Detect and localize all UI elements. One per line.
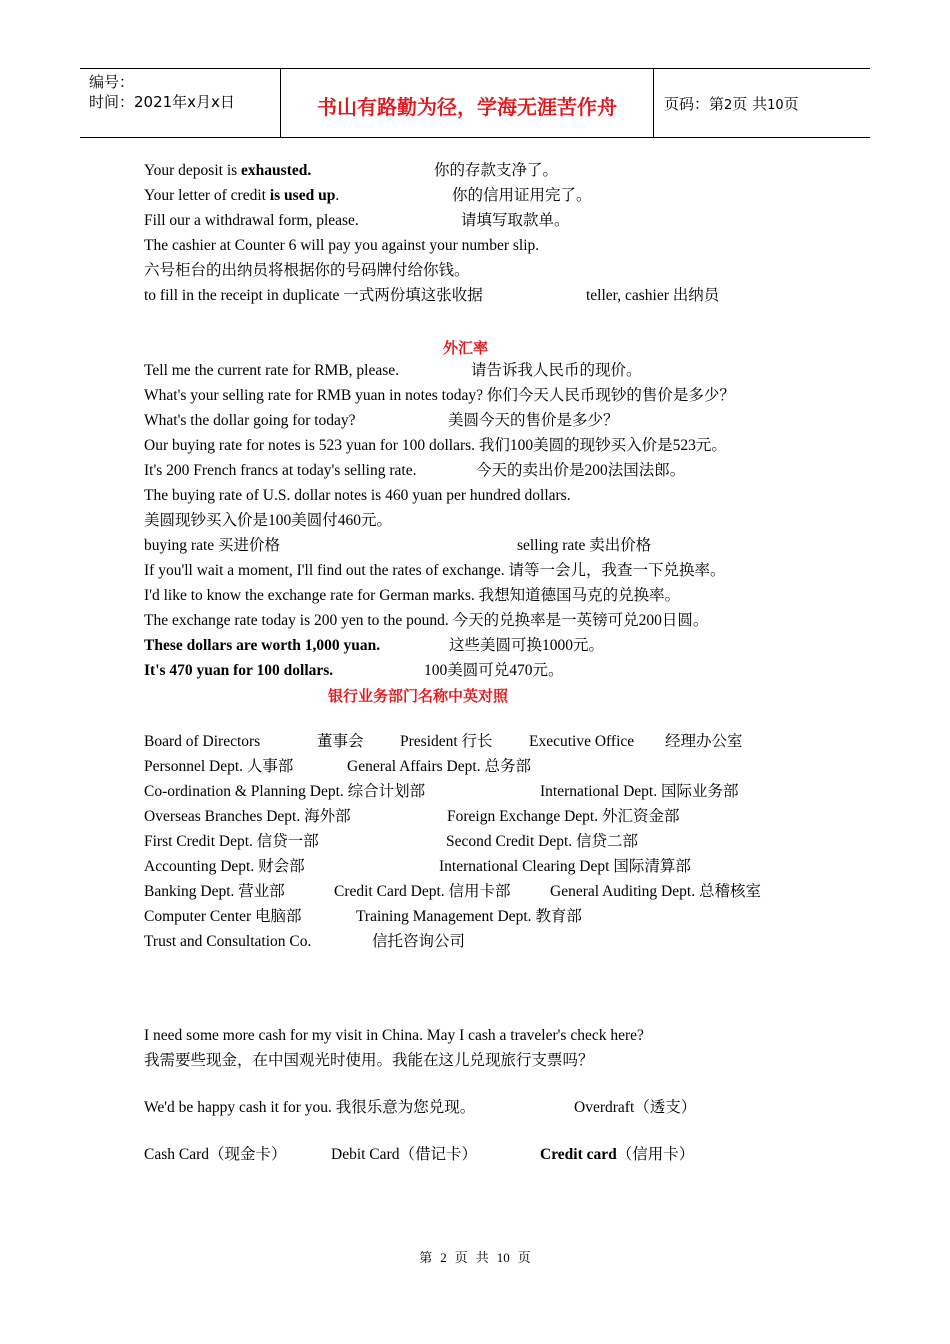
text-line-cn: 这些美圆可换1000元。 <box>449 637 605 654</box>
bold-text: is used up <box>269 187 336 204</box>
text-line: to fill in the receipt in duplicate 一式两份填这张收据 <box>144 287 483 304</box>
dept-item: President 行长 <box>400 733 493 750</box>
text-segment: Your deposit is <box>144 162 242 179</box>
text-line-cn: 你的存款支净了。 <box>434 162 559 179</box>
text-line: Our buying rate for notes is 523 yuan for 100 dollars. 我们100美圆的现钞买入价是523元。 <box>144 437 727 454</box>
dept-item: Board of Directors <box>144 733 261 750</box>
page-label: 页码：第 <box>664 95 725 113</box>
text-line <box>144 186 339 206</box>
footer-text: 第 <box>419 1250 433 1265</box>
text-line: I'd like to know the exchange rate for German marks. 我想知道德国马克的兑换率。 <box>144 587 681 604</box>
dept-item: Executive Office <box>529 733 635 750</box>
text-line-cn: 美圆今天的售价是多少？ <box>448 412 619 429</box>
text-line <box>540 1145 694 1165</box>
bold-text: It's 470 yuan for 100 dollars. <box>144 662 334 679</box>
dept-item: Personnel Dept. 人事部 <box>144 758 294 775</box>
footer-text: 页 <box>517 1250 531 1265</box>
text-line-cn: 请填写取款单。 <box>461 212 570 229</box>
dept-item: Training Management Dept. 教育部 <box>356 908 582 925</box>
text-line: I need some more cash for my visit in China. May I cash a traveler's check here? <box>144 1027 644 1044</box>
text-line: selling rate 卖出价格 <box>517 537 652 554</box>
header-page-cell <box>664 93 799 114</box>
dept-item: Overseas Branches Dept. 海外部 <box>144 808 351 825</box>
section-heading-exchange-rate: 外汇率 <box>443 339 489 357</box>
text-line: Overdraft（透支） <box>574 1099 697 1116</box>
text-segment: Your letter of credit <box>144 187 270 204</box>
text-line: If you'll wait a moment, I'll find out the rates of exchange. 请等一会儿，我查一下兑换率。 <box>144 562 726 579</box>
page-mid-label: 页 共 <box>732 95 768 113</box>
dept-item: Banking Dept. 营业部 <box>144 883 285 900</box>
text-line: The cashier at Counter 6 will pay you against your number slip. <box>144 237 540 254</box>
text-line: Cash Card（现金卡） <box>144 1146 287 1163</box>
text-line-cn: 你的信用证用完了。 <box>452 187 592 204</box>
text-line: It's 200 French francs at today's selling rate. <box>144 462 417 479</box>
page-number: 2 <box>724 98 733 113</box>
text-line: What's your selling rate for RMB yuan in notes today? 你们今天人民币现钞的售价是多少？ <box>144 387 735 404</box>
text-line: What's the dollar going for today? <box>144 412 356 429</box>
page-total: 10 <box>767 98 784 113</box>
bold-text: These dollars are worth 1,000 yuan. <box>144 637 381 654</box>
page-footer <box>0 1247 950 1266</box>
text-line-cn: 请告诉我人民币的现价。 <box>471 362 642 379</box>
dept-item: Trust and Consultation Co. <box>144 933 312 950</box>
text-line <box>144 161 311 181</box>
text-segment: . <box>335 187 340 204</box>
dept-item: General Affairs Dept. 总务部 <box>347 758 531 775</box>
dept-item: 董事会 <box>317 733 364 750</box>
text-line: teller, cashier 出纳员 <box>586 287 720 304</box>
dept-item: International Clearing Dept 国际清算部 <box>439 858 691 875</box>
bold-text: exhausted. <box>241 162 312 179</box>
dept-item: 经理办公室 <box>665 733 743 750</box>
dept-item: Foreign Exchange Dept. 外汇资金部 <box>447 808 680 825</box>
dept-item: 信托咨询公司 <box>372 933 466 950</box>
serial-label: 编号： <box>89 73 135 91</box>
header-meta-cell <box>80 69 281 137</box>
text-line-cn: 美圆现钞买入价是100美圆付460元。 <box>144 512 393 529</box>
dept-item: Credit Card Dept. 信用卡部 <box>334 883 511 900</box>
dept-item: Accounting Dept. 财会部 <box>144 858 305 875</box>
footer-page-total: 10 <box>496 1250 510 1265</box>
dept-item: Computer Center 电脑部 <box>144 908 302 925</box>
footer-text: 共 <box>475 1250 489 1265</box>
header-motto: 书山有路勤为径，学海无涯苦作舟 <box>317 95 617 119</box>
text-line: buying rate 买进价格 <box>144 537 281 554</box>
text-segment: （信用卡） <box>616 1146 695 1163</box>
page-header <box>80 68 870 138</box>
text-line-cn: 我需要些现金，在中国观光时使用。我能在这儿兑现旅行支票吗？ <box>144 1052 594 1069</box>
text-line <box>144 661 333 681</box>
text-line: Debit Card（借记卡） <box>331 1146 477 1163</box>
dept-item: General Auditing Dept. 总稽核室 <box>550 883 761 900</box>
text-line-cn: 六号柜台的出纳员将根据你的号码牌付给你钱。 <box>144 262 470 279</box>
text-line: The exchange rate today is 200 yen to the pound. 今天的兑换率是一英镑可兑200日圆。 <box>144 612 709 629</box>
date-label: 时间：2021年x月x日 <box>89 93 235 111</box>
text-line: Tell me the current rate for RMB, please. <box>144 362 400 379</box>
dept-item: Co-ordination & Planning Dept. 综合计划部 <box>144 783 426 800</box>
footer-text: 页 <box>454 1250 468 1265</box>
text-line-cn: 今天的卖出价是200法国法郎。 <box>476 462 686 479</box>
text-line: We'd be happy cash it for you. 我很乐意为您兑现。 <box>144 1099 476 1116</box>
text-line <box>144 636 380 656</box>
bold-text: Credit card <box>540 1146 617 1163</box>
section-heading-departments: 银行业务部门名称中英对照 <box>328 687 509 705</box>
dept-item: Second Credit Dept. 信贷二部 <box>446 833 639 850</box>
header-motto-cell <box>281 69 654 137</box>
footer-page-number: 2 <box>440 1250 447 1265</box>
dept-item: International Dept. 国际业务部 <box>540 783 739 800</box>
text-line: Fill our a withdrawal form, please. <box>144 212 359 229</box>
page-end-label: 页 <box>783 95 799 113</box>
dept-item: First Credit Dept. 信贷一部 <box>144 833 319 850</box>
text-line-cn: 100美圆可兑470元。 <box>424 662 564 679</box>
text-line: The buying rate of U.S. dollar notes is 460 yuan per hundred dollars. <box>144 487 571 504</box>
